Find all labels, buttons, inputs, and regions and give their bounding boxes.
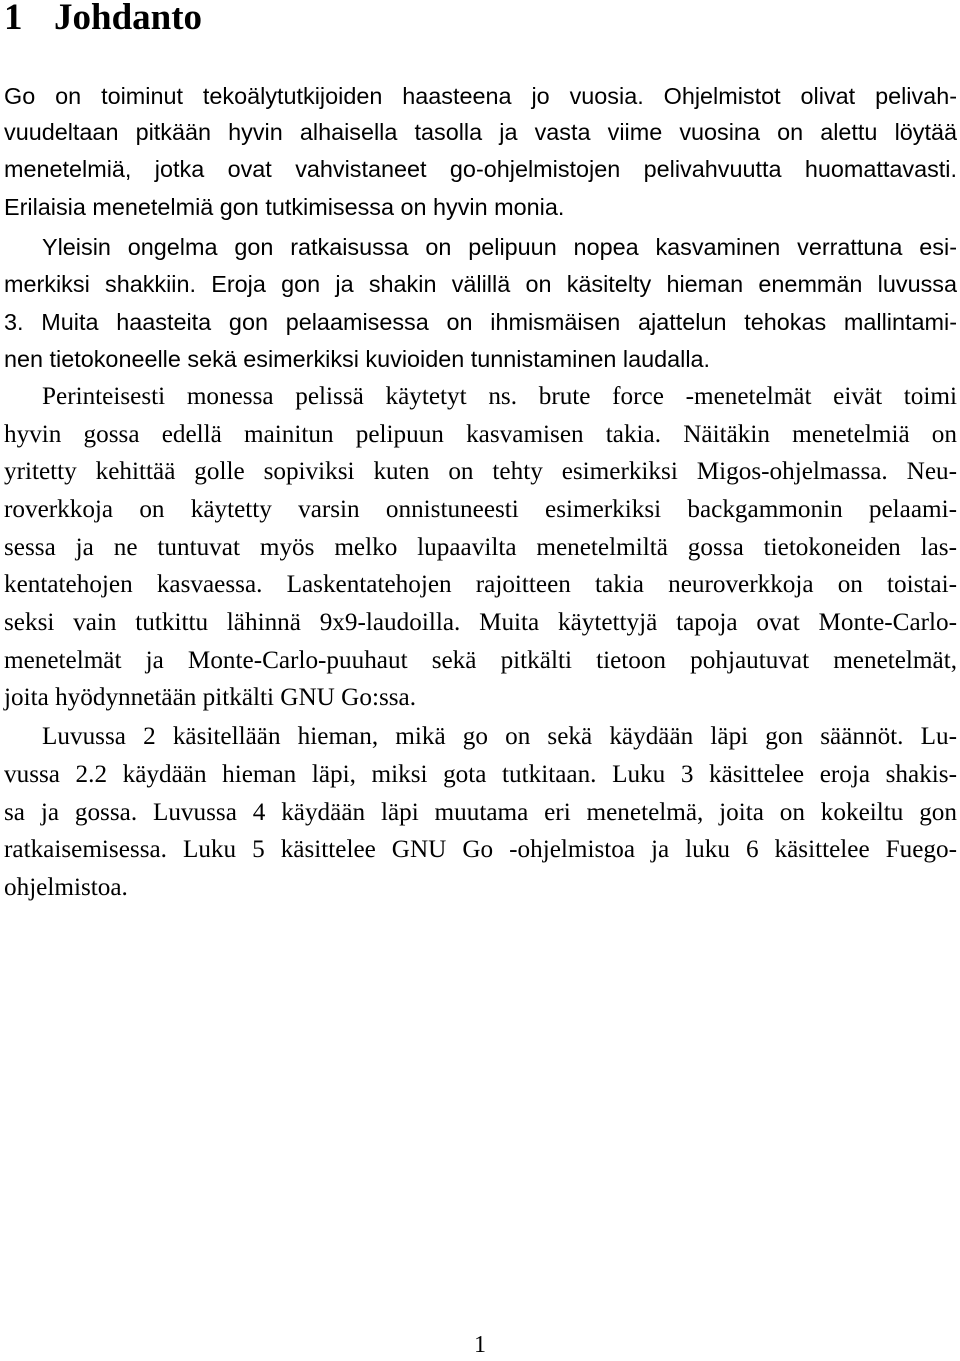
paragraph-3-line-4: roverkkoja on käytetty varsin onnistuneesti esimerkiksi backgammonin pelaami- <box>4 496 957 523</box>
section-number: 1 <box>4 0 23 38</box>
paragraph-2-line-4: nen tietokoneelle sekä esimerkiksi kuvioiden tunnistaminen laudalla. <box>4 346 711 372</box>
paragraph-4-line-4: ratkaisemisessa. Luku 5 käsittelee GNU Go -ohjelmistoa ja luku 6 käsittelee Fuego- <box>4 836 957 863</box>
paragraph-1-line-4: Erilaisia menetelmiä gon tutkimisessa on hyvin monia. <box>4 194 565 220</box>
paragraph-3-line-5: sessa ja ne tuntuvat myös melko lupaavilta menetelmiltä gossa tietokoneiden las- <box>4 534 957 561</box>
paragraph-1-line-2: vuudeltaan pitkään hyvin alhaisella tasolla ja vasta viime vuosina on alettu löytää <box>4 119 957 145</box>
paragraph-3-line-1: Perinteisesti monessa pelissä käytetyt ns. brute force -menetelmät eivät toimi <box>42 383 957 410</box>
paragraph-1-line-1: Go on toiminut tekoälytutkijoiden haasteena jo vuosia. Ohjelmistot olivat pelivah- <box>4 83 957 109</box>
paragraph-4-line-5: ohjelmistoa. <box>4 874 128 901</box>
section-heading <box>4 0 202 40</box>
paragraph-2-line-2: merkiksi shakkiin. Eroja gon ja shakin välillä on käsitelty hieman enemmän luvussa <box>4 271 957 297</box>
paragraph-3-line-8: menetelmät ja Monte-Carlo-puuhaut sekä pitkälti tietoon pohjautuvat menetelmät, <box>4 647 957 674</box>
paragraph-4-line-2: vussa 2.2 käydään hieman läpi, miksi gota tutkitaan. Luku 3 käsittelee eroja shakis- <box>4 761 957 788</box>
page-number: 1 <box>474 1332 486 1358</box>
paragraph-3-line-6: kentatehojen kasvaessa. Laskentatehojen rajoitteen takia neuroverkkoja on toistai- <box>4 571 957 598</box>
paragraph-3-line-2: hyvin gossa edellä mainitun pelipuun kasvamisen takia. Näitäkin menetelmiä on <box>4 421 957 448</box>
paragraph-3-line-3: yritetty kehittää golle sopiviksi kuten on tehty esimerkiksi Migos-ohjelmassa. Neu- <box>4 458 957 485</box>
paragraph-2-line-3: 3. Muita haasteita gon pelaamisessa on ihmismäisen ajattelun tehokas mallintami- <box>4 309 957 335</box>
paragraph-4-line-1: Luvussa 2 käsitellään hieman, mikä go on sekä käydään läpi gon säännöt. Lu- <box>42 723 957 750</box>
paragraph-3-line-9: joita hyödynnetään pitkälti GNU Go:ssa. <box>4 684 417 711</box>
section-title: Johdanto <box>54 0 203 38</box>
paragraph-3-line-7: seksi vain tutkittu lähinnä 9x9-laudoilla. Muita käytettyjä tapoja ovat Monte-Carlo- <box>4 609 957 636</box>
paragraph-4-line-3: sa ja gossa. Luvussa 4 käydään läpi muutama eri menetelmä, joita on kokeiltu gon <box>4 799 957 826</box>
paragraph-2-line-1: Yleisin ongelma gon ratkaisussa on pelipuun nopea kasvaminen verrattuna esi- <box>42 234 957 260</box>
paragraph-1-line-3: menetelmiä, jotka ovat vahvistaneet go-ohjelmistojen pelivahvuutta huomattavasti. <box>4 156 957 182</box>
